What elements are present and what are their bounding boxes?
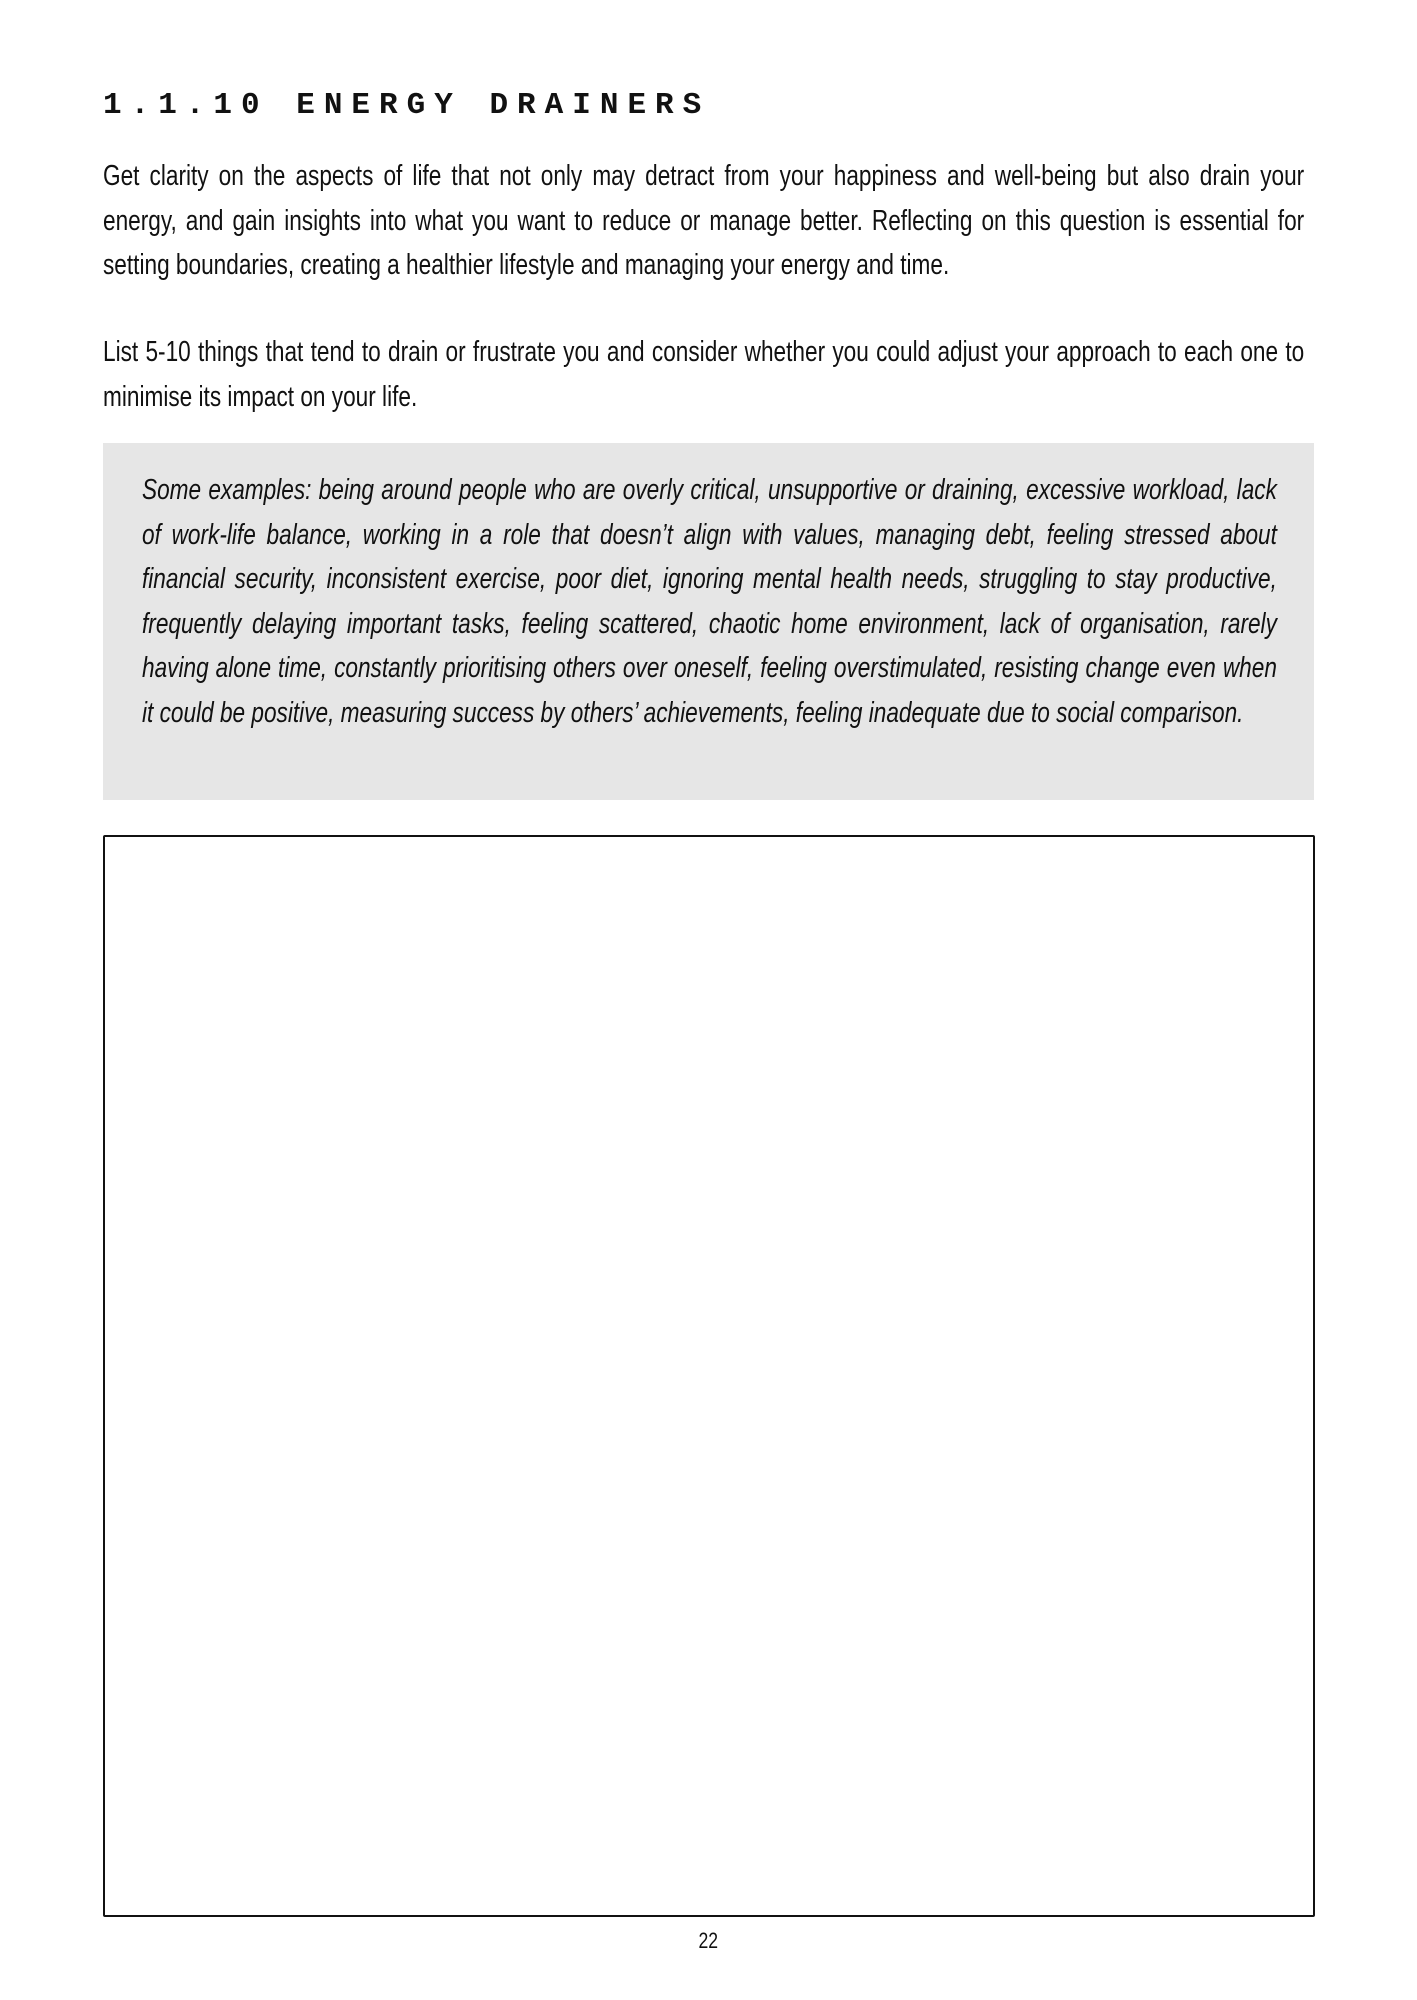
- answer-writing-area[interactable]: [103, 835, 1315, 1917]
- examples-text: Some examples: being around people who are overly critical, unsupportive or draining, excessive workload, lack of work-life balance, working in a role that doesn’t align with values, managing debt, feeling stressed about financial security, inconsistent exercise, poor diet, ignoring mental health needs, struggling to stay productive, frequently delaying important tasks, feeling scattered, chaotic home environment, lack of organisation, rarely having alone time, constantly prioritising others over oneself, feeling overstimulated, resisting change even when it could be positive, measuring success by others’ achievements, feeling inadequate due to social comparison.: [142, 474, 1277, 729]
- examples-box: [103, 443, 1314, 800]
- page-number: [0, 1928, 1417, 1954]
- section-heading: 1.1.10 ENERGY DRAINERS: [103, 88, 711, 123]
- instruction-paragraph: List 5-10 things that tend to drain or frustrate you and consider whether you could adjust your approach to each one to minimise its impact on your life.: [103, 336, 1305, 413]
- page-number-text: 22: [698, 1928, 719, 1953]
- intro-paragraph: Get clarity on the aspects of life that not only may detract from your happiness and well-being but also drain your energy, and gain insights into what you want to reduce or manage better. Reflecting on this question is essential for setting boundaries, creating a healthier lifestyle and managing your energy and time.: [103, 160, 1305, 281]
